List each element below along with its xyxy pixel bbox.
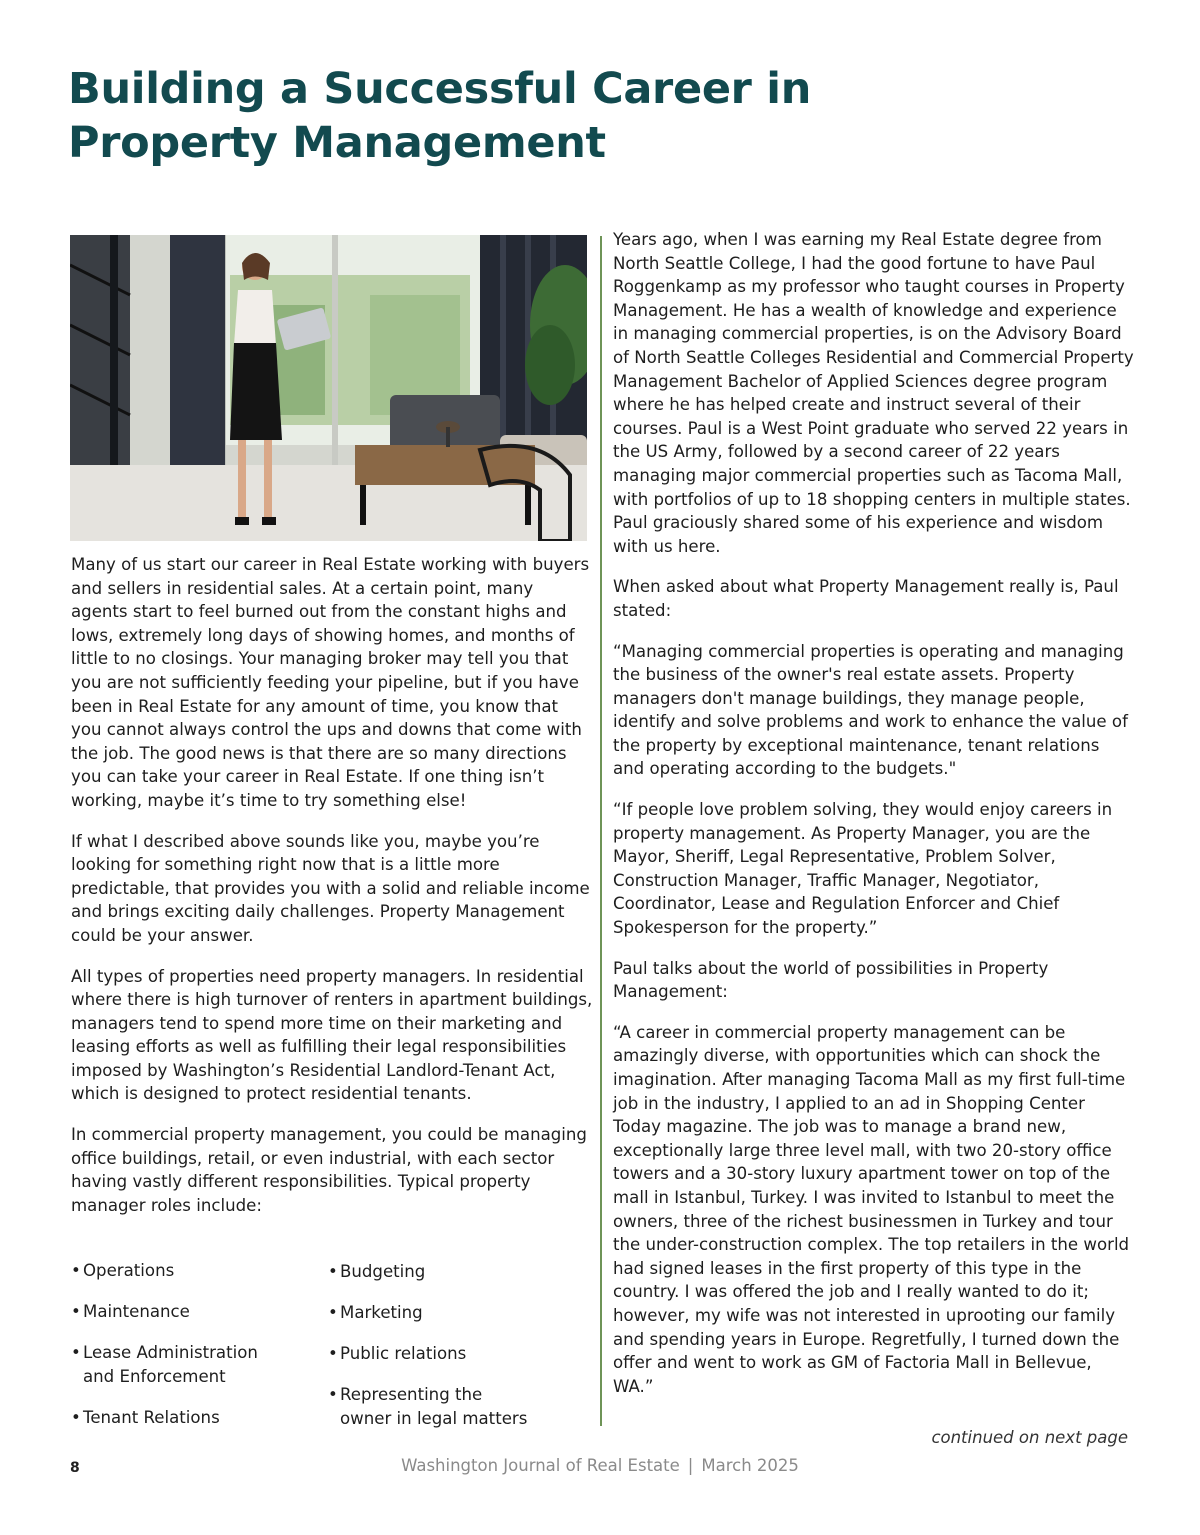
role-item: • Maintenance	[71, 1300, 301, 1324]
paragraph: “A career in commercial property management can be amazingly diverse, with opportunities which can shock the imagination. After managing Tacoma Mall as my first full-time job in the industry, I applied to an ad in Shopping Center Today magazine. The job was to manage a brand new, exceptionally large three level mall, with two 20-story office towers and a 30-story luxury apartment tower on top of the mall in Istanbul, Turkey. I was invited to Istanbul to meet the owners, three of the richest businessmen in Turkey and tour the under-construction complex. The top retailers in the world had signed leases in the first property of this type in the country. I was offered the job and I really wanted to do it; however, my wife was not interested in uprooting our family and spending years in Europe. Regretfully, I turned down the offer and went to work as GM of Factoria Mall in Bellevue, WA.”	[613, 1022, 1130, 1396]
issue-date: March 2025	[701, 1456, 799, 1475]
paragraph: Years ago, when I was earning my Real Estate degree from North Seattle College, I had the good fortune to have Paul Roggenkamp as my professor who taught courses in Property Management. He has a wealth of knowledge and experience in managing commercial properties, is on the Advisory Board of North Seattle Colleges Residential and Commercial Property Management Bachelor of Applied Sciences degree program where he has helped create and instruct several of their courses. Paul is a West Point graduate who served 22 years in the US Army, followed by a second career of 22 years managing major commercial properties such as Tacoma Mall, with portfolios of up to 18 shopping centers in multiple states. Paul graciously shared some of his experience and wisdom with us here.	[613, 230, 1134, 556]
paragraph: All types of properties need property managers. In residential where there is high turnover of renters in apartment buildings, managers tend to spend more time on their marketing and leasing efforts as well as fulfilling their legal responsibilities imposed by Washington’s Residential Landlord-Tenant Act, which is designed to protect residential tenants.	[71, 966, 593, 1104]
role-item: • Marketing	[328, 1301, 558, 1325]
paragraph: “Managing commercial properties is operating and managing the business of the owner's real estate assets. Property managers don't manage buildings, they manage people, identify and solve problems and work to enhance the value of the property by exceptional maintenance, tenant relations and operating according to the budgets."	[613, 641, 1128, 779]
article-title: Building a Successful Career in Property Management	[68, 64, 812, 168]
left-column	[71, 553, 593, 1234]
footer-separator: |	[687, 1456, 694, 1475]
role-item: • Public relations	[328, 1342, 558, 1366]
photo-illustration	[70, 235, 587, 541]
role-item: • Budgeting	[328, 1260, 558, 1284]
article-photo	[70, 235, 587, 541]
page-number: 8	[70, 1460, 80, 1476]
role-item: • Operations	[71, 1259, 301, 1283]
publication-name: Washington Journal of Real Estate	[401, 1456, 680, 1475]
continued-note: continued on next page	[931, 1428, 1128, 1447]
role-item: • Representing the owner in legal matters	[328, 1383, 533, 1430]
paragraph: “If people love problem solving, they would enjoy careers in property management. As Property Manager, you are the Mayor, Sheriff, Legal Representative, Problem Solver, Construction Manager, Traffic Manager, Negotiator, Coordinator, Lease and Regulation Enforcer and Chief Spokesperson for the property.”	[613, 800, 1113, 938]
paragraph: When asked about what Property Management really is, Paul stated:	[613, 577, 1119, 620]
paragraph: If what I described above sounds like you, maybe you’re looking for something right now that is a little more predictable, that provides you with a solid and reliable income and brings exciting daily challenges. Property Management could be your answer.	[71, 831, 590, 945]
right-column	[613, 228, 1135, 1415]
role-item: • Lease Administration and Enforcement	[71, 1341, 271, 1388]
paragraph: Many of us start our career in Real Estate working with buyers and sellers in residential sales. At a certain point, many agents start to feel burned out from the constant highs and lows, extremely long days of showing homes, and months of little to no closings. Your managing broker may tell you that you are not sufficiently feeding your pipeline, but if you have been in Real Estate for any amount of time, you know that you cannot always control the ups and downs that come with the job. The good news is that there are so many directions you can take your career in Real Estate. If one thing isn’t working, maybe it’s time to try something else!	[71, 555, 590, 810]
role-item: • Tenant Relations	[71, 1406, 301, 1430]
footer-publication	[0, 1456, 1200, 1475]
paragraph: In commercial property management, you could be managing office buildings, retail, or even industrial, with each sector having vastly different responsibilities. Typical property manager roles include:	[71, 1125, 587, 1215]
column-divider	[600, 236, 602, 1426]
paragraph: Paul talks about the world of possibilities in Property Management:	[613, 958, 1049, 1002]
